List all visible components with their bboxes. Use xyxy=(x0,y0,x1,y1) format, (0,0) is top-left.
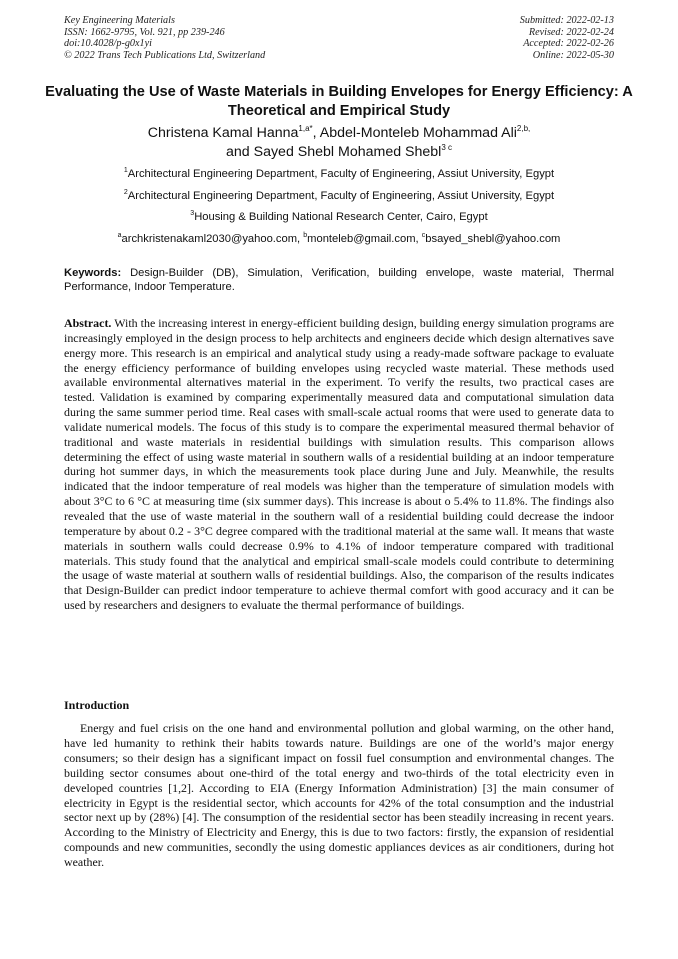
affiliation-marker: 2 xyxy=(123,189,128,196)
author-conjunction: and xyxy=(225,144,254,160)
author-separator: , xyxy=(312,125,320,141)
journal-issn: ISSN: 1662-9795, Vol. 921, pp 239-246 xyxy=(64,26,225,38)
online-date: Online: 2022-05-30 xyxy=(532,49,614,61)
abstract-label: Abstract. xyxy=(64,316,112,330)
author-superscript: 3 c xyxy=(441,143,452,152)
abstract xyxy=(64,316,614,613)
email-list xyxy=(40,232,638,246)
email-address[interactable]: monteleb@gmail.com, xyxy=(307,233,422,245)
affiliation xyxy=(40,167,638,181)
submitted-date: Submitted: 2022-02-13 xyxy=(519,15,614,26)
affiliation-text: Housing & Building National Research Center, Cairo, Egypt xyxy=(194,211,488,223)
keywords-text: Design-Builder (DB), Simulation, Verification, building envelope, waste material, Thermal Performance, Indoor Temperature. xyxy=(64,267,614,293)
email-address[interactable]: bsayed_shebl@yahoo.com xyxy=(425,233,561,245)
keywords xyxy=(64,266,614,294)
author-superscript: 1,a* xyxy=(298,124,313,133)
paper-title: Evaluating the Use of Waste Materials in Building Envelopes for Energy Efficiency: A Theoretical and Empirical Study xyxy=(45,84,633,119)
introduction-paragraph: Energy and fuel crisis on the one hand and environmental pollution and global warming, on the other hand, have led humanity to rethink their habits towards nature. Buildings are one of the world’s major energy consumers; so their design has a significant impact on fossil fuel consumption and environmental changes. The building sector consumes about one-third of the total energy and two-thirds of the total electricity even in developed countries [1,2]. According to EIA (Energy Information Administration) [3] the main consumer of electricity in Egypt is the residential sector, which accounts for 42% of the total consumption and the industrial sector next up by (28%) [4]. The consumption of the residential sector has been steadily increasing in recent years. According to the Ministry of Electricity and Energy, this is due to two factors: firstly, the expansion of residential compounds and new communities, secondly the using domestic appliances devices as air conditioners, during hot weather. xyxy=(64,721,614,870)
submission-dates xyxy=(520,15,614,61)
email-marker: b xyxy=(303,232,308,239)
email-marker: a xyxy=(117,232,122,239)
journal-copyright: © 2022 Trans Tech Publications Ltd, Switzerland xyxy=(64,49,266,61)
keywords-label: Keywords: xyxy=(64,267,122,279)
affiliation-marker: 1 xyxy=(123,167,128,174)
author-name: Christena Kamal Hanna xyxy=(147,125,299,141)
affiliation xyxy=(40,189,638,203)
revised-date: Revised: 2022-02-24 xyxy=(528,26,614,38)
section-heading-introduction: Introduction xyxy=(64,698,130,712)
affiliation-text: Architectural Engineering Department, Faculty of Engineering, Assiut University, Egypt xyxy=(127,190,555,202)
journal-name: Key Engineering Materials xyxy=(64,15,175,26)
author-name: Abdel-Monteleb Mohammad Ali xyxy=(319,125,517,141)
email-address[interactable]: archkristenakaml2030@yahoo.com, xyxy=(121,233,304,245)
journal-info xyxy=(64,15,265,61)
journal-doi: doi:10.4028/p-g0x1yi xyxy=(64,38,152,50)
author-list xyxy=(40,124,638,162)
author-name: Sayed Shebl Mohamed Shebl xyxy=(253,144,442,160)
accepted-date: Accepted: 2022-02-26 xyxy=(523,38,614,50)
affiliation-text: Architectural Engineering Department, Faculty of Engineering, Assiut University, Egypt xyxy=(127,168,555,180)
author-superscript: 2,b, xyxy=(516,124,531,133)
affiliation-marker: 3 xyxy=(190,210,195,217)
email-marker: c xyxy=(421,232,426,239)
affiliation xyxy=(40,210,638,224)
abstract-text: With the increasing interest in energy-efficient building design, building energy simulation programs are increasingly employed in the design process to help architects and engineers decide which design alternatives save energy more. This research is an empirical and analytical study using a ready-made software package to evaluate the energy efficiency performance of building envelopes using recycled waste material. These methods used available environmental alternatives material in the experiment. To verify the results, two practical cases are tested. Validation is examined by comparing experimentally measured data and computational simulation data during the same summer period time. Real cases with small-scale actual rooms that were used to generate data to validate numerical models. The focus of this study is to compare the experimental measured thermal behavior of traditional and waste materials in residential buildings with simulation results. This comparison allows determining the effect of using waste material in southern walls of a residential building at an indoor temperature during hot summer days, in which the measurements took place during June and July. Meanwhile, the results indicated that the indoor temperature of real models was higher than the temperature of simulation models with about 3°C to 6 °C at measuring time (six summer days). This increase is about o 5.4% to 11.8%. The findings also revealed that the use of waste material in the southern wall of a residential building could decrease the indoor temperature by about 0.2 - 3°C degree compared with the traditional material at the same wall. It means that waste materials in southern walls could decrease 0.9% to 4.1% of indoor temperature compared with traditional materials. This study found that the analytical and empirical small-scale models could contribute to determining the usage of waste material at southern walls of residential buildings. Also, the comparison of the results indicates that Design-Builder can predict indoor temperature to achieve thermal comfort with good accuracy and it can be used by researchers and designers to evaluate the thermal performance of buildings. xyxy=(64,316,614,613)
